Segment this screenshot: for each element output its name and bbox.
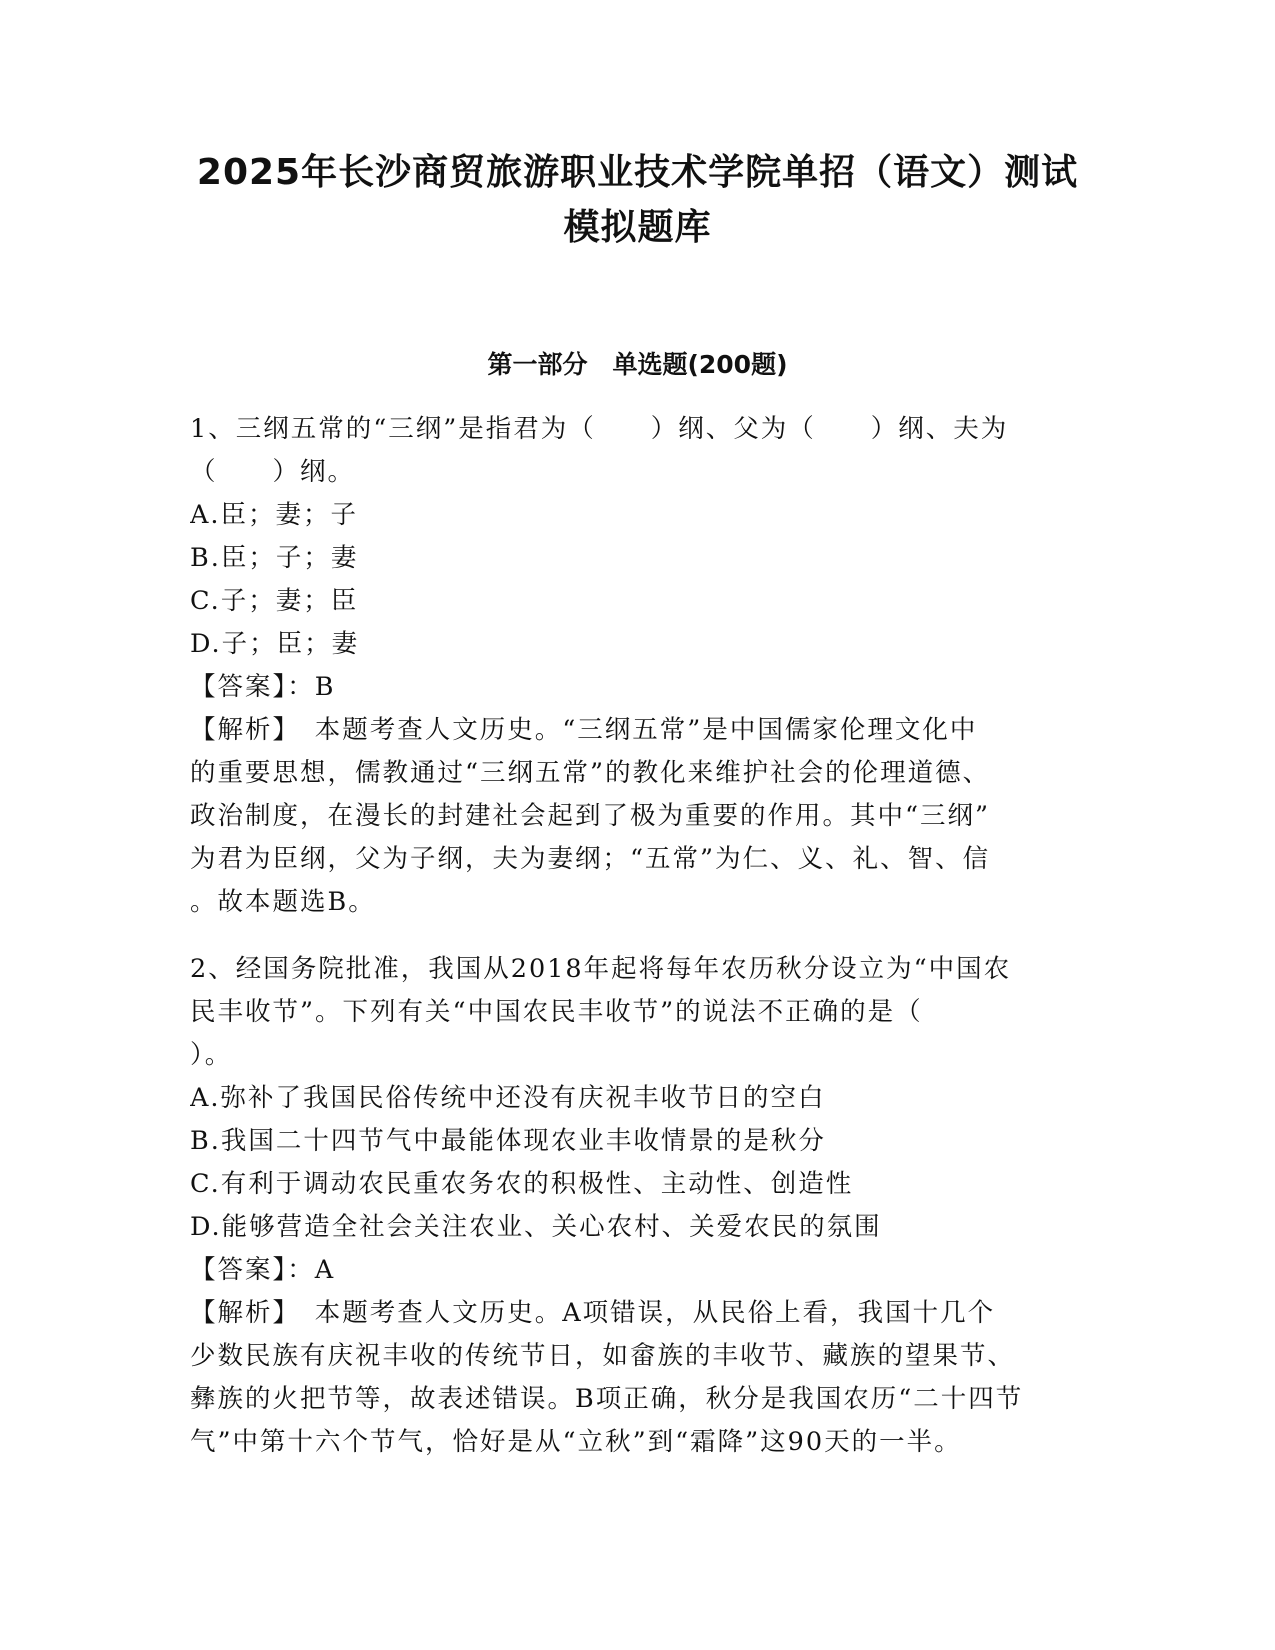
title-line-1: 2025年长沙商贸旅游职业技术学院单招（语文）测试 (196, 152, 1079, 193)
option-d: D.能够营造全社会关注农业、关心农村、关爱农民的氛围 (190, 1212, 882, 1242)
question-stem-line: ）。 (190, 1040, 233, 1070)
analysis-line: 政治制度，在漫长的封建社会起到了极为重要的作用。其中“三纲” (190, 801, 991, 831)
analysis-line: 彝族的火把节等，故表述错误。B项正确，秋分是我国农历“二十四节 (190, 1384, 1024, 1414)
option-b: B.臣；子；妻 (190, 543, 359, 573)
option-a: A.臣；妻；子 (190, 500, 359, 530)
analysis-line: 【解析】 本题考查人文历史。A项错误，从民俗上看，我国十几个 (190, 1298, 996, 1328)
question-1 (190, 408, 1080, 924)
question-stem-line: （ ）纲。 (190, 457, 356, 487)
answer-line: 【答案】：A (190, 1255, 336, 1285)
title-line-2: 模拟题库 (563, 207, 712, 248)
analysis-line: 的重要思想，儒教通过“三纲五常”的教化来维护社会的伦理道德、 (190, 758, 991, 788)
analysis-line: 气”中第十六个节气，恰好是从“立秋”到“霜降”这90天的一半。 (190, 1427, 962, 1457)
analysis-line: 少数民族有庆祝丰收的传统节日，如畲族的丰收节、藏族的望果节、 (190, 1341, 1016, 1371)
option-c: C.有利于调动农民重农务农的积极性、主动性、创造性 (190, 1169, 854, 1199)
analysis-line: 为君为臣纲，父为子纲，夫为妻纲；“五常”为仁、义、礼、智、信 (190, 844, 991, 874)
question-stem-line: 2、经国务院批准，我国从2018年起将每年农历秋分设立为“中国农 (190, 954, 1012, 984)
option-d: D.子；臣；妻 (190, 629, 360, 659)
document-title (150, 145, 1125, 255)
question-stem-line: 1、三纲五常的“三纲”是指君为（ ）纲、父为（ ）纲、夫为 (190, 414, 1009, 444)
question-stem-line: 民丰收节”。下列有关“中国农民丰收节”的说法不正确的是（ (190, 997, 923, 1027)
analysis-line: 。故本题选B。 (190, 887, 376, 917)
analysis-line: 【解析】 本题考查人文历史。“三纲五常”是中国儒家伦理文化中 (190, 715, 978, 745)
section-heading: 第一部分 单选题(200题) (487, 350, 788, 379)
question-2 (190, 948, 1080, 1464)
answer-line: 【答案】：B (190, 672, 336, 702)
option-a: A.弥补了我国民俗传统中还没有庆祝丰收节日的空白 (190, 1083, 826, 1113)
option-c: C.子；妻；臣 (190, 586, 359, 616)
option-b: B.我国二十四节气中最能体现农业丰收情景的是秋分 (190, 1126, 826, 1156)
